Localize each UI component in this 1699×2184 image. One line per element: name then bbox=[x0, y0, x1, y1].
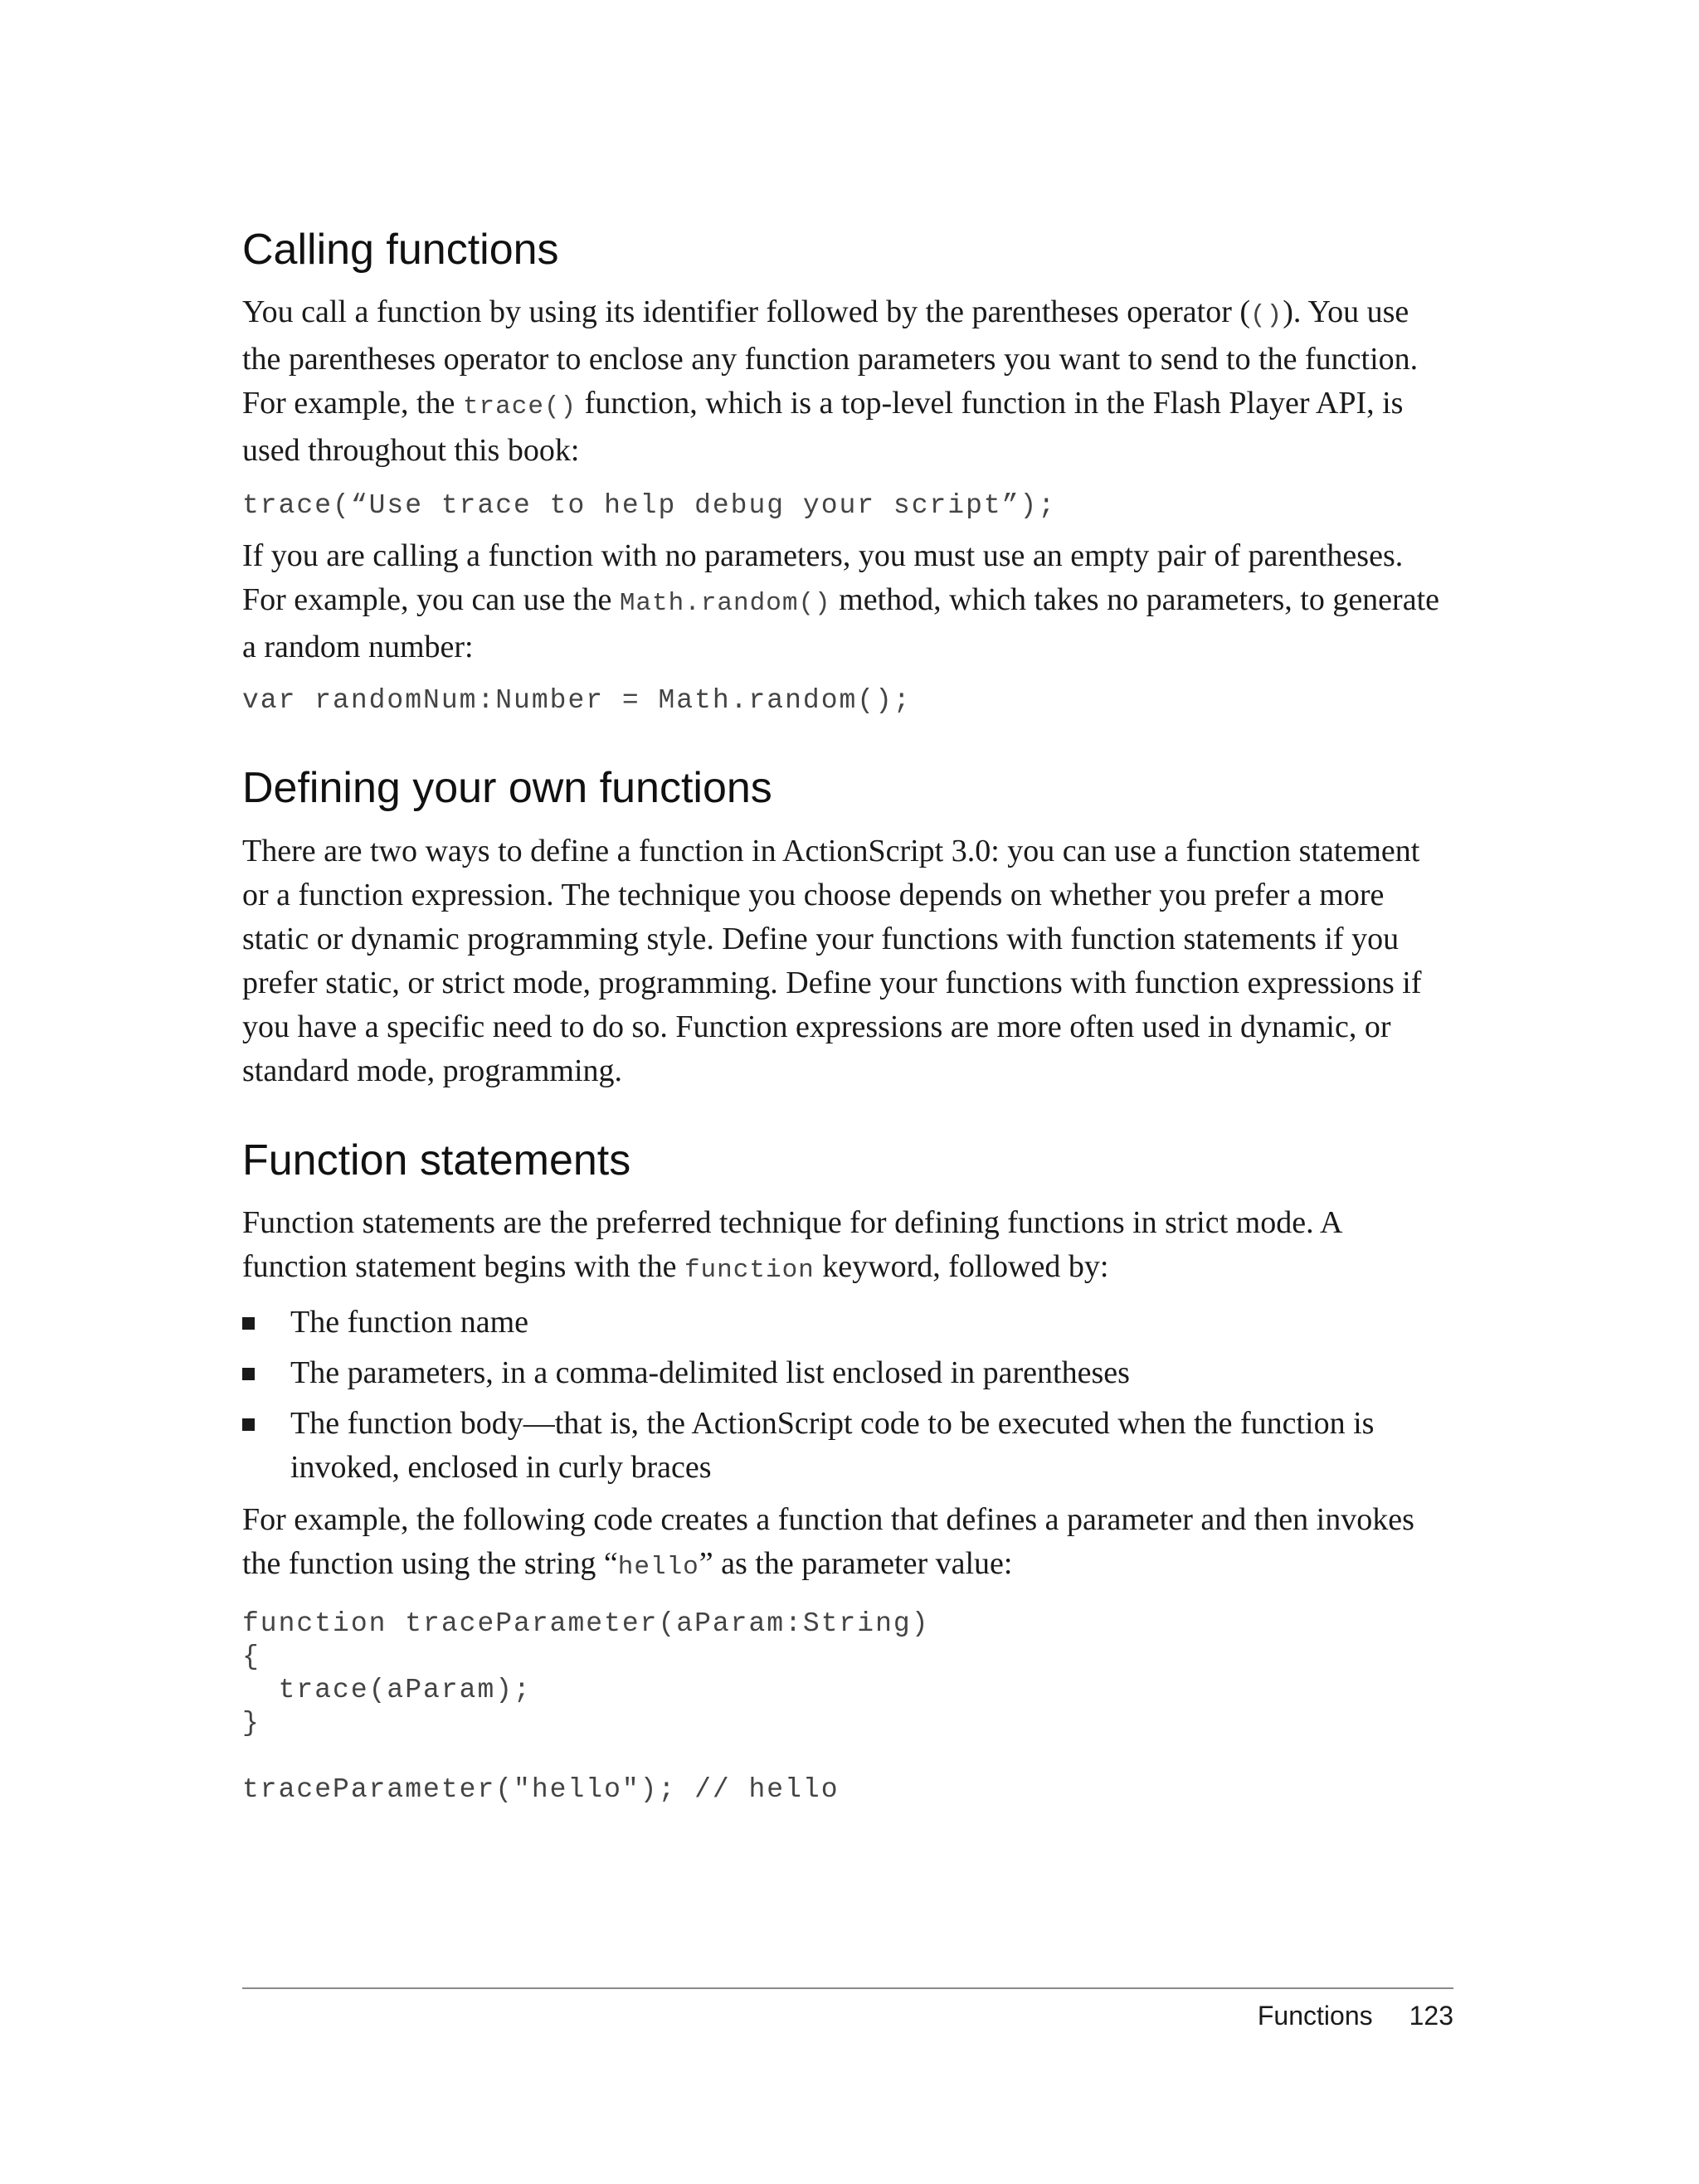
section-heading-function-statements: Function statements bbox=[242, 1136, 631, 1184]
code-block-trace: trace(“Use trace to help debug your script”); bbox=[242, 490, 1057, 522]
paragraph-text: keyword, followed by: bbox=[814, 1249, 1109, 1285]
list-item bbox=[242, 1402, 1453, 1490]
footer-text bbox=[242, 2001, 1453, 2031]
inline-code: Math.random() bbox=[619, 589, 831, 619]
list-item bbox=[242, 1351, 1453, 1395]
paragraph-text: method, which takes no parameters, to generate a random number: bbox=[242, 582, 1439, 665]
page-footer bbox=[242, 1987, 1453, 2031]
square-bullet-icon bbox=[242, 1368, 255, 1380]
list-item-text: The function body—that is, the ActionScript code to be executed when the function is invoked, enclosed in curly braces bbox=[290, 1406, 1375, 1486]
page-number: 123 bbox=[1409, 2001, 1453, 2031]
footer-chapter-title: Functions bbox=[1257, 2001, 1373, 2031]
inline-code: trace() bbox=[462, 392, 577, 422]
section-heading-calling-functions: Calling functions bbox=[242, 226, 559, 274]
code-block-trace-parameter: function traceParameter(aParam:String) { trace(aParam); } traceParameter("hello"); // hello bbox=[242, 1608, 930, 1806]
paragraph-defining-functions: There are two ways to define a function in ActionScript 3.0: you can use a function statement or a function expression. The technique you choose depends on whether you prefer a more static or dynamic programming style. Define your functions with function statements if you prefer static, or strict mode, programming. Define your functions with function expressions if you have a specific need to do so. Function expressions are more often used in dynamic, or standard mode, programming. bbox=[242, 833, 1422, 1088]
section-heading-defining-functions: Defining your own functions bbox=[242, 764, 772, 813]
paragraph-calling-intro bbox=[242, 290, 1453, 473]
list-item bbox=[242, 1301, 1453, 1345]
paragraph-text: You call a function by using its identifier followed by the parentheses operator ( bbox=[242, 294, 1251, 330]
footer-divider bbox=[242, 1987, 1453, 1989]
paragraph-text: For example, the following code creates a function that defines a parameter and then invokes the function using the string “ bbox=[242, 1502, 1414, 1582]
paragraph-text: ). You use the parentheses operator to enclose any function parameters you want to send to the function. For example, the bbox=[242, 294, 1419, 421]
paragraph-example bbox=[242, 1498, 1453, 1589]
paragraph-no-parameters bbox=[242, 534, 1453, 669]
list-item-text: The parameters, in a comma-delimited list enclosed in parentheses bbox=[290, 1355, 1130, 1391]
paragraph-text: Function statements are the preferred technique for defining functions in strict mode. A function statement begins with the bbox=[242, 1205, 1341, 1285]
list-item-text: The function name bbox=[290, 1305, 529, 1340]
paragraph-function-statements bbox=[242, 1201, 1453, 1292]
inline-code: () bbox=[1250, 301, 1283, 331]
bullet-list bbox=[242, 1301, 1453, 1490]
inline-code: function bbox=[684, 1256, 815, 1286]
inline-code: hello bbox=[617, 1553, 699, 1583]
square-bullet-icon bbox=[242, 1317, 255, 1330]
paragraph-text: If you are calling a function with no parameters, you must use an empty pair of parentheses. For example, you can use the bbox=[242, 538, 1404, 618]
page-content bbox=[242, 224, 1453, 1807]
square-bullet-icon bbox=[242, 1418, 255, 1431]
paragraph-text: ” as the parameter value: bbox=[699, 1546, 1013, 1582]
paragraph-text: function, which is a top-level function in the Flash Player API, is used throughout this book: bbox=[242, 386, 1404, 469]
code-block-random: var randomNum:Number = Math.random(); bbox=[242, 685, 912, 717]
